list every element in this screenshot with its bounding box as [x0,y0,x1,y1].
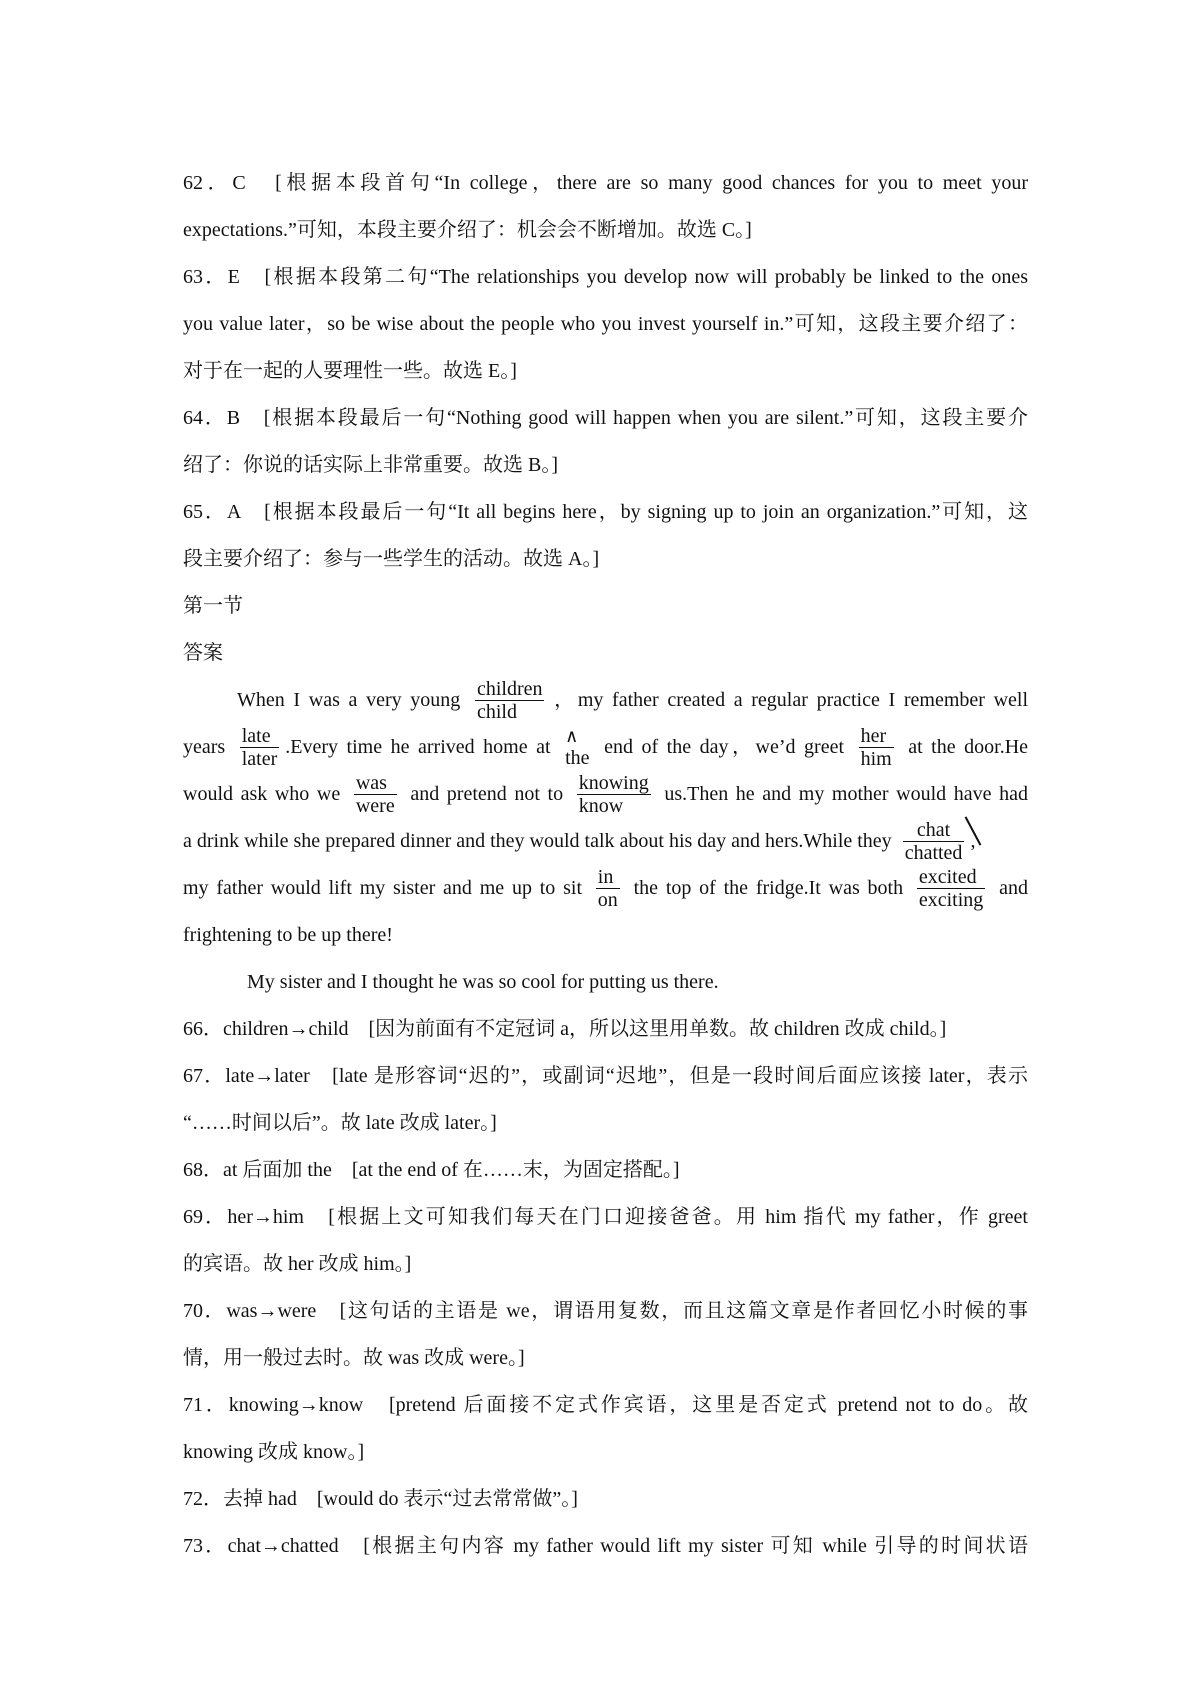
passage-text: my father would lift my sister and me up to sit [183,877,582,899]
passage-line: frightening to be up there! [183,924,393,946]
corrected-word: him [860,747,892,770]
note-68: 68．at 后面加 the [at the end of 在……末，为固定搭配。] [183,1159,680,1181]
answer-line: expectations.”可知，本段主要介绍了：机会会不断增加。故选 C。] [183,219,752,241]
note-67-cont: “……时间以后”。故 late 改成 later。] [183,1112,497,1134]
passage-text: a drink while she prepared dinner and they would talk about his day and hers.While they [183,830,892,852]
correction-mark [859,725,894,770]
answer-65 [183,489,1028,583]
original-word: chat [903,819,965,842]
passage-line [183,865,1028,912]
correction-mark [917,866,985,911]
answer-line: 62．C [根据本段首句“In college，there are so many good chances for you to meet your [183,172,1028,194]
passage-text: years [183,736,226,758]
passage-line [183,818,1028,865]
correction-mark [577,772,651,817]
corrected-word: were [355,794,395,817]
answer-line: you value later，so be wise about the people who you invest yourself in.”可知，这段主要介绍了： [183,313,1028,335]
note-66: 66．children→child [因为前面有不定冠词 a，所以这里用单数。故 children 改成 child。] [183,1018,947,1040]
note-71-cont: knowing 改成 know。] [183,1441,365,1463]
answer-64 [183,395,1028,489]
inserted-word: the [565,747,590,770]
answer-line: 对于在一起的人要理性一些。故选 E。] [183,360,517,382]
original-word: her [859,725,894,748]
correction-mark [596,866,620,911]
note-70-cont: 情，用一般过去时。故 was 改成 were。] [183,1347,525,1369]
answer-heading: 答案 [183,642,223,664]
original-word: excited [917,866,985,889]
note-73: 73．chat→chatted [根据主句内容 my father would lift my sister 可知 while 引导的时间状语 [183,1535,1028,1557]
answer-line: 63．E [根据本段第二句“The relationships you develop now will probably be linked to the ones [183,266,1028,288]
corrected-word: on [597,888,618,911]
passage-line [183,771,1028,818]
passage-text: .Every time he arrived home at [285,736,551,758]
correction-mark [240,725,280,770]
original-word: knowing [578,771,649,794]
original-word: in [596,866,620,889]
passage-line: My sister and I thought he was so cool for putting us there. [247,971,719,993]
passage-text: at the door.He [908,736,1029,758]
answer-line: 65．A [根据本段最后一句“It all begins here，by signing up to join an organization.”可知，这 [183,501,1028,523]
corrected-word: exciting [918,888,984,911]
note-69: 69．her→him [根据上文可知我们每天在门口迎接爸爸。用 him 指代 my father，作 greet [183,1206,1028,1228]
passage-line [183,677,1028,724]
passage-text: and [999,877,1028,899]
passage-text: and pretend not to [410,783,564,805]
note-72: 72．去掉 had [would do 表示“过去常常做”。] [183,1488,578,1510]
caret-icon: ∧ [565,726,579,747]
corrected-word: chatted [904,841,963,864]
corrected-word: later [241,747,278,770]
original-word: was [354,772,397,795]
answer-line: 段主要介绍了：参与一些学生的活动。故选 A。] [183,548,600,570]
passage-text: us.Then he and my mother would have had [664,783,1029,805]
passage-text: ，my father created a regular practice I remember well [550,689,1029,711]
passage-text: , [970,830,976,852]
passage-text: When I was a very young [237,689,461,711]
note-69-cont: 的宾语。故 her 改成 him。] [183,1253,412,1275]
answer-line: 64．B [根据本段最后一句“Nothing good will happen when you are silent.”可知，这段主要介 [183,407,1028,429]
section-title: 第一节 [183,595,243,617]
corrected-passage [183,677,1028,1006]
answer-63 [183,254,1028,395]
correction-mark [903,819,965,864]
answer-62 [183,160,1028,254]
correction-mark [475,678,545,723]
note-70: 70．was→were [这句话的主语是 we，谓语用复数，而且这篇文章是作者回忆小时候的事 [183,1300,1028,1322]
corrected-word: child [476,700,517,723]
passage-text: would ask who we [183,783,341,805]
note-67: 67．late→later [late 是形容词“迟的”，或副词“迟地”，但是一段时间后面应该接 later，表示 [183,1065,1028,1087]
passage-text: the top of the fridge.It was both [633,877,904,899]
document-page [183,160,1028,1570]
correction-mark [354,772,397,817]
original-word: late [240,725,280,748]
corrected-word: know [578,794,624,817]
passage-text: end of the day，we’d greet [604,736,845,758]
insertion-mark [565,725,589,769]
answer-line: 绍了：你说的话实际上非常重要。故选 B。] [183,454,558,476]
original-word: children [476,677,543,700]
note-71: 71．knowing→know [pretend 后面接不定式作宾语，这里是否定式 pretend not to do。故 [183,1394,1028,1416]
passage-line [183,724,1028,771]
